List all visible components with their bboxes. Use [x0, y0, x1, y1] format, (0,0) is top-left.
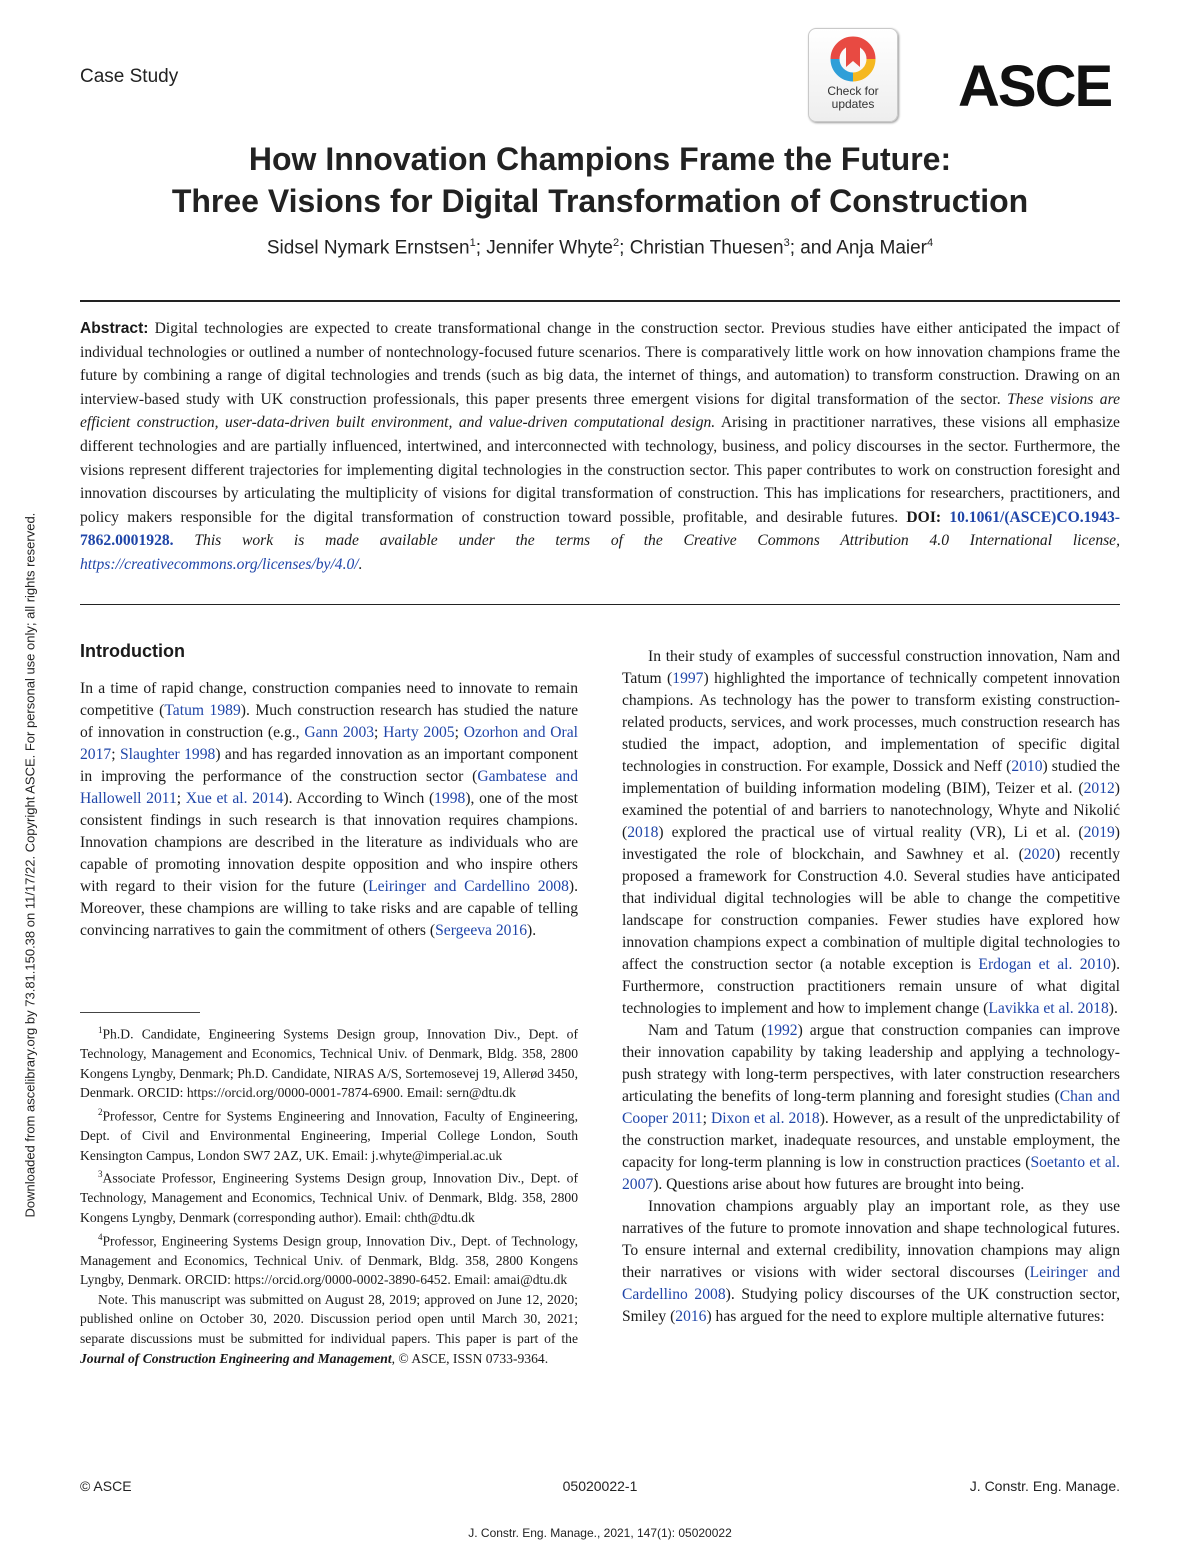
citation-link[interactable]: 2020 — [1023, 846, 1055, 863]
footnote-rule — [80, 1012, 200, 1013]
publisher-logo: ASCE — [958, 54, 1112, 119]
license-link[interactable]: https://creativecommons.org/licenses/by/4.0/ — [80, 555, 359, 573]
footnote-2-marker: 2 — [98, 1106, 103, 1117]
abstract-top-rule — [80, 300, 1120, 302]
author-name: Christian Thuesen — [629, 237, 784, 259]
license-text: This work is made available under the terms of the Creative Commons Attribution 4.0 International license, — [194, 532, 1121, 550]
citation-link[interactable]: 2018 — [627, 824, 659, 841]
footnote-2-text: Professor, Centre for Systems Engineering and Innovation, Faculty of Engineering, Dept. of Civil and Environmental Engineering, Imperial College London, South Kensington Campus, London SW7 2AZ, UK. Email: j.whyte@imperial.ac.uk — [80, 1108, 578, 1163]
title-line-1: How Innovation Champions Frame the Future: — [248, 141, 952, 177]
article-title — [80, 138, 1120, 222]
citation-link[interactable]: 2012 — [1083, 780, 1115, 797]
citation-link[interactable]: Lavikka et al. 2018 — [988, 1000, 1109, 1017]
citation-link[interactable]: Chan and Cooper 2011 — [622, 1088, 1120, 1127]
footnote-3 — [80, 1165, 578, 1227]
author-affiliation-marker: 4 — [927, 237, 934, 249]
note-journal-name: Journal of Construction Engineering and Management — [80, 1350, 392, 1366]
page-citation: J. Constr. Eng. Manage., 2021, 147(1): 05020022 — [468, 1526, 732, 1540]
citation-link[interactable]: Tatum 1989 — [164, 702, 241, 719]
citation-link[interactable]: 2010 — [1011, 758, 1043, 775]
footnote-1-text: Ph.D. Candidate, Engineering Systems Design group, Innovation Div., Dept. of Technology, Management and Economics, Technical Univ. of Denmark, Bldg. 358, 2800 Kongens Lyngby, Denmark; Ph.D. Candidate, NIRAS A/S, Sortemosevej 19, Allerød 3450, Denmark. ORCID: https://orcid.org/0000-0001-7874-6900. Email: sern@dtu.dk — [80, 1026, 578, 1101]
author-list — [80, 237, 1120, 259]
section-heading-introduction: Introduction — [80, 641, 185, 661]
citation-link[interactable]: Erdogan et al. 2010 — [978, 956, 1111, 973]
download-note: Downloaded from ascelibrary.org by 73.81.150.38 on 11/17/22. Copyright ASCE. For personal use only; all rights reserved. — [22, 512, 38, 1218]
footnote-4-marker: 4 — [98, 1231, 103, 1242]
citation-link[interactable]: Soetanto et al. 2007 — [622, 1154, 1120, 1193]
footer-page-id: 05020022-1 — [562, 1478, 638, 1494]
check-for-updates-badge[interactable] — [808, 28, 898, 122]
footnote-3-marker: 3 — [98, 1169, 103, 1180]
intro-paragraph-1: In a time of rapid change, construction companies need to innovate to remain competitive (Tatum 1989). Much construction research has studied the nature of innovation in construction (e.g., Gann 2003; Harty 2005; Ozorhon and Oral 2017; Slaughter 1998) and has regarded innovation as an important component in improving the performance of the construction sector (Gambatese and Hallowell 2011; Xue et al. 2014). According to Winch (1998), one of the most consistent findings in such research is that innovation requires champions. Innovation champions are described in the literature as individuals who are capable of promoting innovation despite opposition and who inspire others with regard to their vision for the future (Leiringer and Cardellino 2008). Moreover, these champions are willing to take risks and are capable of telling convincing narratives to gain the commitment of others (Sergeeva 2016). — [80, 680, 579, 939]
author-name: Jennifer Whyte — [486, 237, 614, 259]
abstract-text-1: Digital technologies are expected to create transformational change in the construction sector. Previous studies have either anticipated the impact of individual technologies or outlined a number of nontechnology-focused future scenarios. There is comparatively little work on how innovation champions frame the future by combining a range of digital technologies and trends (such as big data, the internet of things, and automation) to transform construction. Drawing on an interview-based study with UK construction professionals, this paper presents three emergent visions for digital transformation of the sector. — [80, 320, 1120, 408]
citation-link[interactable]: Leiringer and Cardellino 2008 — [622, 1264, 1120, 1303]
crossmark-icon — [829, 35, 877, 83]
citation-link[interactable]: 2019 — [1083, 824, 1115, 841]
author-name: Sidsel Nymark Ernstsen — [266, 237, 470, 259]
citation-link[interactable]: Gambatese and Hallowell 2011 — [80, 768, 578, 807]
citation-link[interactable]: 1992 — [766, 1022, 798, 1039]
author-affiliation-marker: 3 — [783, 237, 790, 249]
license-end: . — [358, 555, 363, 573]
abstract-text-2: Arising in practitioner narratives, these visions all emphasize different technologies and are partially influenced, intertwined, and interconnected with technology, business, and policy discourses in the sector. Furthermore, the visions represent different trajectories for implementing digital technologies in the construction sector. This paper contributes to work on construction foresight and innovation discourses by articulating the multiplicity of visions for digital transformation of construction. This has implications for researchers, practitioners, and policy makers responsible for the digital transformation of construction toward possible, profitable, and desirable futures. — [80, 414, 1120, 526]
author-affiliation-marker: 1 — [469, 237, 476, 249]
note-text: Note. This manuscript was submitted on August 28, 2019; approved on June 12, 2020; published online on October 30, 2020. Discussion period open until March 30, 2021; separate discussions must be submitted for individual papers. This paper is part of the — [80, 1291, 578, 1347]
doi-label: DOI: — [906, 508, 942, 526]
badge-label: Check for updates — [827, 84, 879, 111]
footer-journal: J. Constr. Eng. Manage. — [969, 1478, 1120, 1494]
author-name: Anja Maier — [836, 237, 928, 259]
citation-link[interactable]: Dixon et al. 2018 — [710, 1110, 820, 1127]
citation-link[interactable]: Xue et al. 2014 — [185, 790, 284, 807]
citation-link[interactable]: Leiringer and Cardellino 2008 — [368, 878, 569, 895]
footnote-1-marker: 1 — [98, 1025, 103, 1035]
footnote-1 — [80, 1021, 578, 1103]
doi-link[interactable]: 10.1061/(ASCE)CO.1943-7862.0001928. — [80, 508, 1120, 550]
footnotes — [80, 1021, 578, 1368]
footnote-3-text: Associate Professor, Engineering Systems Design group, Innovation Div., Dept. of Technology, Management and Economics, Technical Univ. of Denmark, Bldg. 358, 2800 Kongens Lyngby, Denmark (corresponding author). Email: chth@dtu.dk — [80, 1170, 578, 1225]
author-separator: ; — [475, 237, 487, 259]
abstract-text-italic: These visions are efficient construction, user-data-driven built environment, and value-driven computational design. — [80, 390, 1121, 432]
manuscript-note — [80, 1290, 578, 1368]
section-label: Case Study — [80, 66, 179, 87]
author-separator: ; and — [789, 237, 837, 259]
citation-link[interactable]: 2016 — [675, 1308, 707, 1325]
right-column — [622, 646, 1120, 1328]
abstract-bottom-rule — [80, 604, 1120, 605]
citation-link[interactable]: Slaughter 1998 — [119, 746, 216, 763]
abstract — [80, 317, 1120, 577]
footnote-4 — [80, 1228, 578, 1290]
abstract-label: Abstract: — [80, 320, 149, 337]
citation-link[interactable]: Ozorhon and Oral 2017 — [80, 724, 578, 763]
citation-link[interactable]: 1998 — [434, 790, 466, 807]
title-line-2: Three Visions for Digital Transformation of Construction — [171, 183, 1029, 219]
author-affiliation-marker: 2 — [613, 237, 620, 249]
intro-paragraph-4: Innovation champions arguably play an important role, as they use narratives of the future to promote innovation and shape technological futures. To ensure internal and external credibility, innovation champions may align their narratives or visions with wider sectoral discourses (Leiringer and Cardellino 2008). Studying policy discourses of the UK construction sector, Smiley (2016) has argued for the need to explore multiple alternative futures: — [622, 1198, 1120, 1325]
footnote-2 — [80, 1103, 578, 1165]
citation-link[interactable]: 1997 — [672, 670, 704, 687]
intro-paragraph-2: In their study of examples of successful construction innovation, Nam and Tatum (1997) highlighted the importance of technically competent innovation champions. As technology has the power to transform existing construction-related products, services, and work processes, much construction research has studied the impact, adoption, and implementation of specific digital technologies in construction. For example, Dossick and Neff (2010) studied the implementation of building information modeling (BIM), Teizer et al. (2012) examined the potential of and barriers to nanotechnology, Whyte and Nikolić (2018) explored the practical use of virtual reality (VR), Li et al. (2019) investigated the role of blockchain, and Sawhney et al. (2020) recently proposed a framework for Construction 4.0. Several studies have anticipated that individual digital technologies will be able to change the competitive landscape for construction companies. Fewer studies have explored how innovation champions expect a combination of multiple digital technologies to affect the construction sector (a notable exception is Erdogan et al. 2010). Furthermore, construction practitioners remain unsure of what digital technologies to implement and how to implement change (Lavikka et al. 2018). — [622, 648, 1121, 1017]
citation-link[interactable]: Harty 2005 — [383, 724, 455, 741]
footnote-4-text: Professor, Engineering Systems Design group, Innovation Div., Dept. of Technology, Management and Economics, Technical Univ. of Denmark, Bldg. 358, 2800 Kongens Lyngby, Denmark. ORCID: https://orcid.org/0000-0002-3890-6452. Email: amai@dtu.dk — [80, 1233, 578, 1288]
footer-copyright: © ASCE — [80, 1478, 132, 1494]
citation-link[interactable]: Gann 2003 — [304, 724, 375, 741]
author-separator: ; — [619, 237, 630, 259]
citation-link[interactable]: Sergeeva 2016 — [435, 922, 528, 939]
left-column — [80, 640, 578, 942]
note-issn: , © ASCE, ISSN 0733-9364. — [391, 1350, 549, 1366]
intro-paragraph-3: Nam and Tatum (1992) argue that construction companies can improve their innovation capability by taking leadership and applying a technology-push strategy with long-term perspectives, with later construction researchers articulating the benefits of long-term planning and foresight studies (Chan and Cooper 2011; Dixon et al. 2018). However, as a result of the unpredictability of the construction market, inadequate resources, and unstable employment, the capacity for long-term planning is low in construction practices (Soetanto et al. 2007). Questions arise about how futures are brought into being. — [622, 1022, 1120, 1193]
